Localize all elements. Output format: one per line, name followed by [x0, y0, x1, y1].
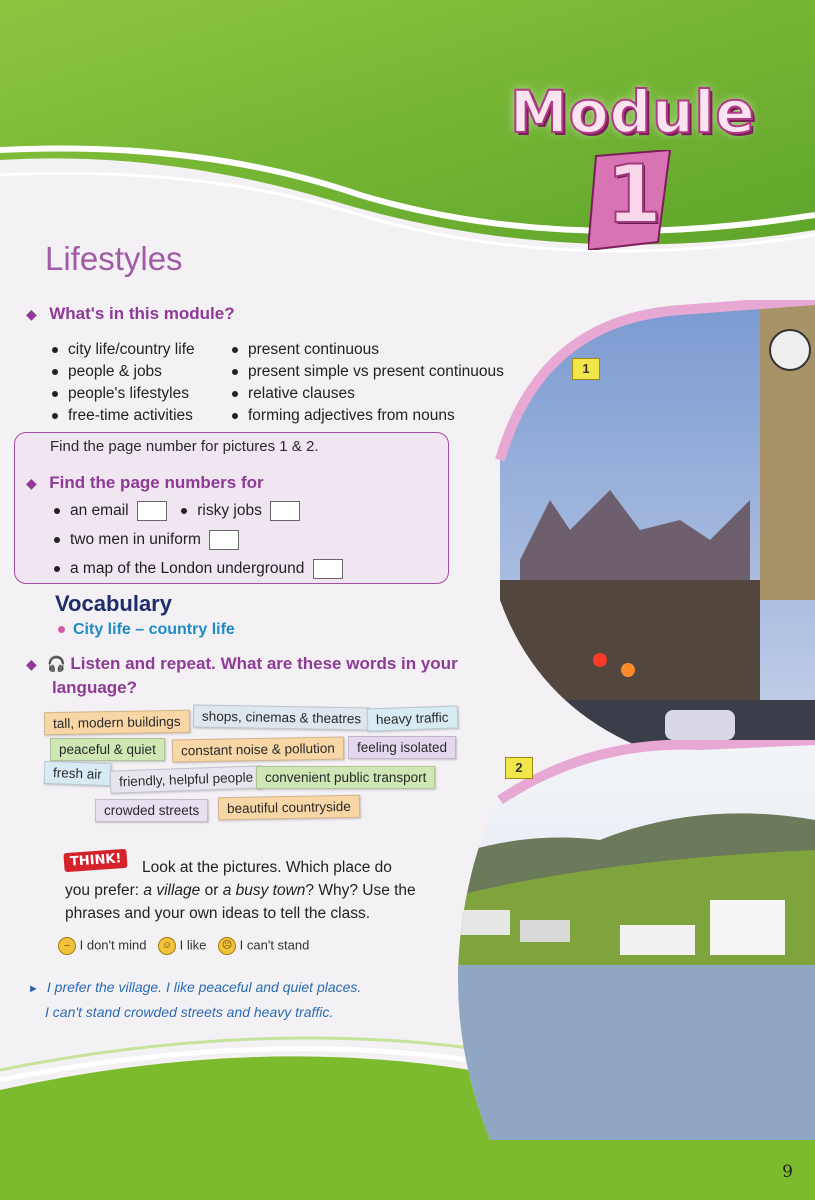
- list-item: city life/country life: [52, 339, 195, 361]
- vocabulary-heading: Vocabulary: [55, 591, 172, 616]
- listen-instruction-cont: language?: [52, 678, 138, 697]
- village-photo: [440, 740, 815, 1140]
- module-contents-left: [52, 339, 195, 427]
- picture-1-badge: 1: [572, 358, 600, 380]
- vocabulary-subheading: City life – country life: [58, 621, 235, 639]
- vocab-chip: feeling isolated: [348, 736, 456, 759]
- diamond-icon: ◆: [26, 656, 37, 672]
- vocab-chip: friendly, helpful people: [110, 765, 263, 793]
- listen-instruction: ◆ 🎧 Listen and repeat. What are these words in your: [26, 654, 458, 673]
- module-contents-label: What's in this module?: [49, 304, 235, 323]
- neutral-face-icon: –: [58, 937, 76, 955]
- list-item: free-time activities: [52, 405, 195, 427]
- find-page-label: Find the page numbers for: [49, 473, 264, 492]
- list-item: forming adjectives from nouns: [232, 405, 504, 427]
- diamond-icon: ◆: [26, 475, 37, 491]
- module-title: Module: [510, 78, 756, 146]
- think-prompt: Look at the pictures. Which place do you prefer: a village or a busy town? Why? Use the phrases and your own ideas to tell the class.: [65, 859, 416, 922]
- picture-2-badge: 2: [505, 757, 533, 779]
- list-item: people's lifestyles: [52, 383, 195, 405]
- smile-face-icon: ☺: [158, 937, 176, 955]
- list-item: present continuous: [232, 339, 504, 361]
- answer-box[interactable]: [209, 530, 239, 550]
- find-item-uniform: two men in uniform: [54, 530, 239, 550]
- module-number: 1: [606, 148, 662, 241]
- diamond-icon: ◆: [26, 306, 37, 322]
- module-contents-heading: [26, 304, 235, 324]
- find-item-map: a map of the London underground: [54, 559, 343, 579]
- vocab-chip: convenient public transport: [256, 766, 435, 789]
- opinion-scale: – I don't mind ☺ I like ☹ I can't stand: [58, 937, 309, 955]
- frown-face-icon: ☹: [218, 937, 236, 955]
- find-item-email: an email risky jobs: [54, 501, 300, 521]
- vocab-chip: beautiful countryside: [218, 795, 360, 820]
- vocab-chip: tall, modern buildings: [44, 710, 190, 736]
- answer-box[interactable]: [313, 559, 343, 579]
- page-number: 9: [782, 1162, 793, 1182]
- list-item: people & jobs: [52, 361, 195, 383]
- example-answer: ► I prefer the village. I like peaceful and quiet places. I can't stand crowded streets and heavy traffic.: [28, 979, 362, 1020]
- list-item: present simple vs present continuous: [232, 361, 504, 383]
- pink-dot-icon: [58, 626, 65, 633]
- vocab-chip: fresh air: [44, 761, 112, 786]
- find-pictures-intro: Find the page number for pictures 1 & 2.: [50, 438, 319, 455]
- london-photo: [480, 300, 815, 770]
- vocab-chip: heavy traffic: [367, 705, 458, 731]
- answer-box[interactable]: [137, 501, 167, 521]
- headphones-icon[interactable]: 🎧: [47, 656, 66, 673]
- think-badge: THINK!: [63, 849, 128, 872]
- arrow-icon: ►: [28, 983, 39, 995]
- vocab-chip: peaceful & quiet: [50, 738, 165, 761]
- vocab-chip: constant noise & pollution: [172, 737, 344, 763]
- vocab-chip: shops, cinemas & theatres: [193, 704, 370, 730]
- module-contents-right: [232, 339, 504, 427]
- list-item: relative clauses: [232, 383, 504, 405]
- vocab-chip: crowded streets: [95, 799, 208, 822]
- answer-box[interactable]: [270, 501, 300, 521]
- find-page-heading: [26, 473, 264, 493]
- unit-title: Lifestyles: [45, 240, 183, 277]
